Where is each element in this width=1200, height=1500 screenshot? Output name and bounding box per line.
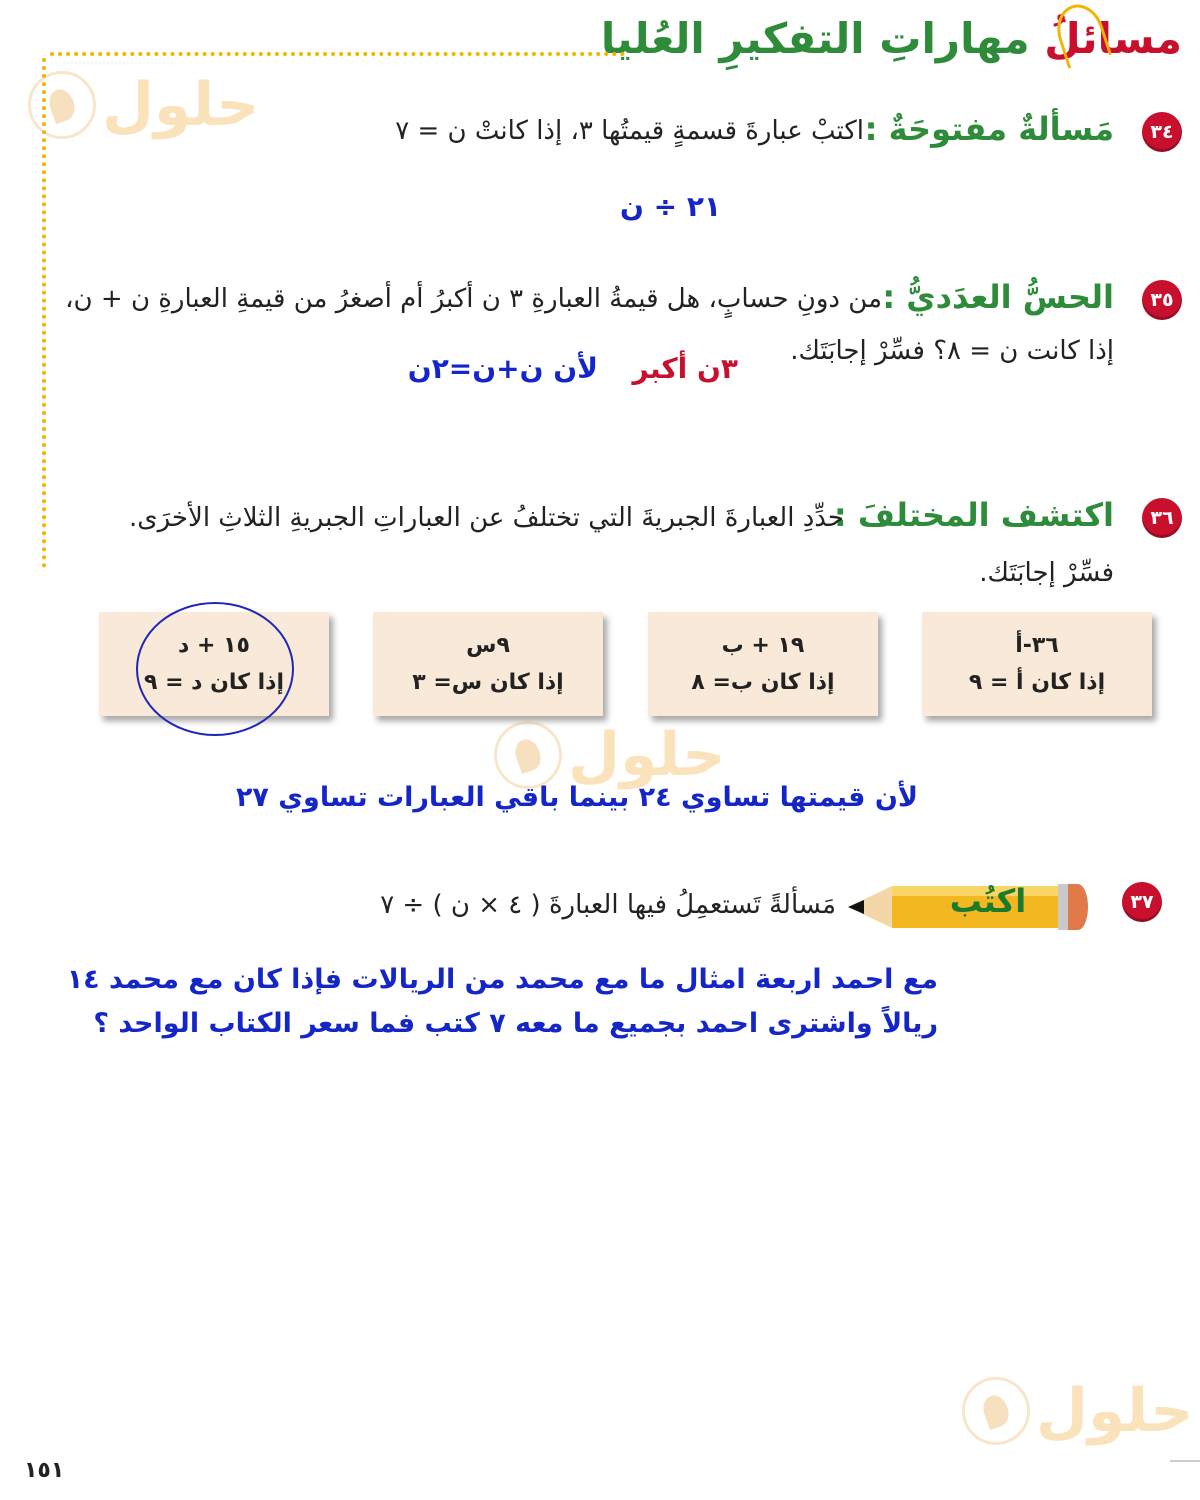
q36-text-line2: فسِّرْ إجابَتَك. [979, 558, 1114, 588]
question-number-35: ٣٥ [1142, 280, 1182, 320]
watermark-brand: حلول [568, 720, 726, 790]
expression-card [373, 612, 603, 716]
watermark-coin-icon [494, 721, 562, 789]
q35-text-line2: إذا كانت ن = ٨؟ فسِّرْ إجابَتَك. [790, 336, 1114, 366]
q35-heading: الحسُّ العدَديُّ : [882, 278, 1114, 316]
watermark-logo [28, 70, 259, 140]
dotted-border-top [50, 52, 625, 56]
q34-text: اكتبْ عبارةَ قسمةٍ قيمتُها ٣، إذا كانتْ ن = ٧ [395, 116, 864, 146]
title-first-word: مسائلُ [1044, 14, 1182, 63]
card-expression: ٣٦-أ [1015, 633, 1059, 658]
q35-answer-red: ٣ن أكبر [632, 352, 738, 385]
question-number-36: ٣٦ [1142, 498, 1182, 538]
q35-answer-blue: لأن ن+ن=٢ن [407, 352, 598, 385]
card-condition: إذا كان أ = ٩ [968, 670, 1106, 695]
watermark-logo [494, 720, 725, 790]
q36-answer: لأن قيمتها تساوي ٢٤ بينما باقي العبارات تساوي ٢٧ [235, 782, 918, 813]
q37-text: مَسألةً تَستعمِلُ فيها العبارةَ ( ٤ × ن ) ÷ ٧ [380, 890, 836, 920]
q34-heading: مَسألةٌ مفتوحَةٌ : [864, 110, 1114, 148]
expression-card [922, 612, 1152, 716]
watermark-coin-icon [962, 1377, 1030, 1445]
page-number: ١٥١ [24, 1458, 65, 1483]
watermark-logo [962, 1376, 1193, 1446]
write-label: اكتُب [949, 882, 1027, 920]
question-number-37: ٣٧ [1122, 882, 1162, 922]
q37-answer-line2: ريالاً واشترى احمد بجميع ما معه ٧ كتب فما سعر الكتاب الواحد ؟ [93, 1008, 938, 1039]
q34-answer: ٢١ ÷ ن [620, 190, 722, 223]
hand-drawn-circle [136, 602, 294, 736]
expression-card [648, 612, 878, 716]
card-expression: ١٥ + د [178, 633, 250, 658]
q35-text-line1: من دونِ حسابٍ، هل قيمةُ العبارةِ ٣ ن أكبرُ أم أصغرُ من قيمةِ العبارةِ ن + ن، [65, 284, 882, 314]
card-condition: إذا كان د = ٩ [143, 670, 284, 695]
watermark-brand: حلول [102, 70, 260, 140]
card-expression: ٩س [466, 633, 510, 658]
watermark-coin-icon [28, 71, 96, 139]
footer-rule [1170, 1460, 1200, 1462]
question-number-34: ٣٤ [1142, 112, 1182, 152]
q36-heading: اكتشف المختلفَ : [833, 496, 1114, 534]
q37-answer-line1: مع احمد اربعة امثال ما مع محمد من الريالات فإذا كان مع محمد ١٤ [66, 964, 938, 995]
title-rest: مهاراتِ التفكيرِ العُليا [600, 14, 1045, 63]
card-expression: ١٩ + ب [721, 633, 805, 658]
card-condition: إذا كان ب= ٨ [691, 670, 835, 695]
watermark-brand: حلول [1036, 1376, 1194, 1446]
card-condition: إذا كان س= ٣ [412, 670, 564, 695]
q36-text-line1: حدِّدِ العبارةَ الجبريةَ التي تختلفُ عن العباراتِ الجبريةِ الثلاثِ الأخرَى. [128, 503, 844, 533]
